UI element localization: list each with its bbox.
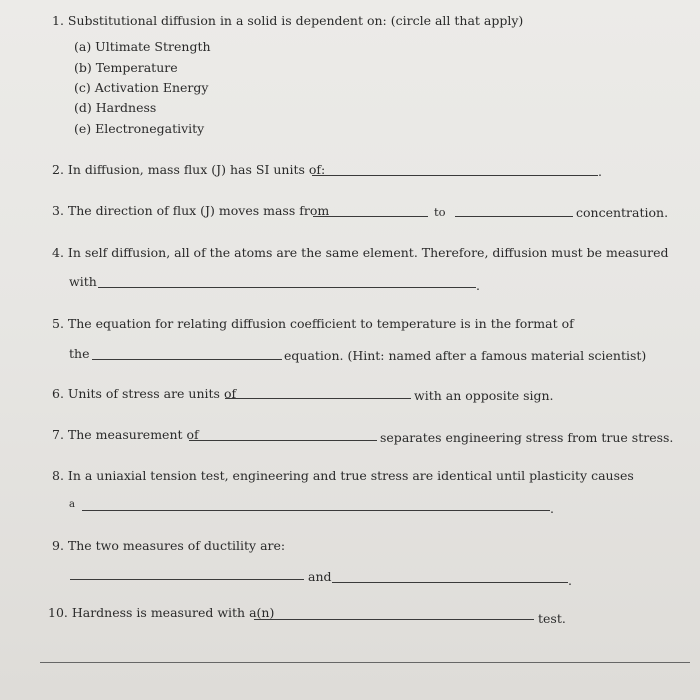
q9-end: . [568,573,572,588]
q4-answer-blank[interactable] [98,287,476,288]
q4-end: . [476,278,480,293]
q8-answer-blank[interactable] [82,510,550,511]
q3-end: concentration. [576,205,669,220]
q3-prompt: 3. The direction of flux (J) moves mass from [52,203,330,218]
q1-option-c[interactable]: (c) Activation Energy [74,80,209,95]
q2-prompt: 2. In diffusion, mass flux (J) has SI units of: [52,162,326,177]
q3-blank-from[interactable] [313,216,428,217]
q8-prompt: 8. In a uniaxial tension test, engineering and true stress are identical until plasticity causes [52,468,634,483]
q1-option-b[interactable]: (b) Temperature [74,60,178,75]
q4-cont: with [69,274,97,289]
q9-blank-2[interactable] [332,582,568,583]
q2-end: . [598,164,602,179]
q1-option-e[interactable]: (e) Electronegativity [74,121,205,136]
q5-end: equation. (Hint: named after a famous material scientist) [284,348,647,363]
q9-mid: and [308,569,332,584]
q6-answer-blank[interactable] [225,398,411,399]
q6-prompt: 6. Units of stress are units of [52,386,237,401]
q2-answer-blank[interactable] [312,175,598,176]
q8-end: . [550,501,554,516]
q6-end: with an opposite sign. [414,388,554,403]
q1-option-d[interactable]: (d) Hardness [74,100,157,115]
q7-end: separates engineering stress from true stress. [380,430,674,445]
q4-prompt: 4. In self diffusion, all of the atoms are the same element. Therefore, diffusion must be measured [52,245,669,260]
q5-answer-blank[interactable] [92,359,282,360]
q7-prompt: 7. The measurement of [52,427,199,442]
q9-prompt: 9. The two measures of ductility are: [52,538,286,553]
q5-prompt: 5. The equation for relating diffusion coefficient to temperature is in the format of [52,316,574,331]
q3-blank-to[interactable] [455,216,573,217]
q8-cont: a [69,499,75,510]
q1-prompt: 1. Substitutional diffusion in a solid is dependent on: (circle all that apply) [52,13,524,28]
q9-blank-1[interactable] [70,579,304,580]
bottom-divider [40,662,690,663]
q3-mid: to [434,205,446,219]
q7-answer-blank[interactable] [189,440,377,441]
q1-option-a[interactable]: (a) Ultimate Strength [74,39,211,54]
q5-cont: the [69,346,90,361]
q10-end: test. [538,611,566,626]
q10-prompt: 10. Hardness is measured with a(n) [48,605,275,620]
q10-answer-blank[interactable] [254,619,534,620]
